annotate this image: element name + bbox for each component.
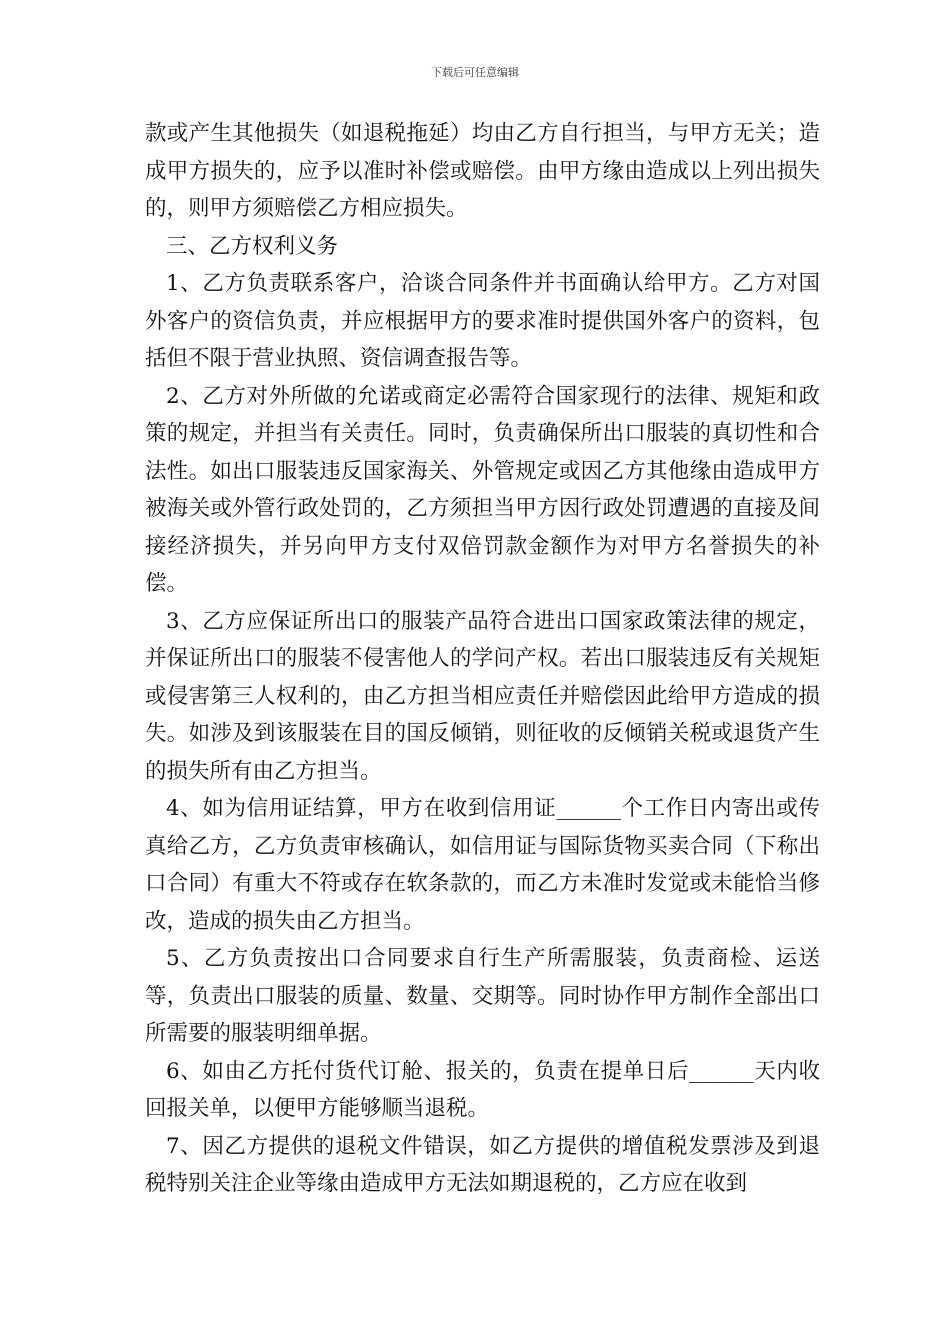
paragraph-continuation: 款或产生其他损失（如退税拖延）均由乙方自行担当，与甲方无关；造成甲方损失的，应予以准时补偿或赔偿。由甲方缘由造成以上列出损失的，则甲方须赔偿乙方相应损失。	[145, 121, 820, 221]
document-body	[145, 115, 820, 1203]
clause-2: 2、乙方对外所做的允诺或商定必需符合国家现行的法律、规矩和政策的规定，并担当有关责任。同时，负责确保所出口服装的真切性和合法性。如出口服装违反国家海关、外管规定或因乙方其他缘由造成甲方被海关或外管行政处罚的，乙方须担当甲方因行政处罚遭遇的直接及间接经济损失，并另向甲方支付双倍罚款金额作为对甲方名誉损失的补偿。	[145, 383, 820, 596]
clause-1: 1、乙方负责联系客户，洽谈合同条件并书面确认给甲方。乙方对国外客户的资信负责，并应根据甲方的要求准时提供国外客户的资料，包括但不限于营业执照、资信调查报告等。	[145, 271, 820, 371]
clause-7: 7、因乙方提供的退税文件错误，如乙方提供的增值税发票涉及到退税特别关注企业等缘由造成甲方无法如期退税的，乙方应在收到	[145, 1133, 820, 1196]
clause-5: 5、乙方负责按出口合同要求自行生产所需服装，负责商检、运送等，负责出口服装的质量、数量、交期等。同时协作甲方制作全部出口所需要的服装明细单据。	[145, 946, 820, 1046]
clause-6: 6、如由乙方托付货代订舱、报关的，负责在提单日后______天内收回报关单，以便甲方能够顺当退税。	[145, 1058, 820, 1121]
clause-4: 4、如为信用证结算，甲方在收到信用证______个工作日内寄出或传真给乙方，乙方负责审核确认，如信用证与国际货物买卖合同（下称出口合同）有重大不符或存在软条款的，而乙方未准时发觉或未能恰当修改，造成的损失由乙方担当。	[145, 796, 820, 934]
clause-3: 3、乙方应保证所出口的服装产品符合进出口国家政策法律的规定，并保证所出口的服装不侵害他人的学问产权。若出口服装违反有关规矩或侵害第三人权利的，由乙方担当相应责任并赔偿因此给甲方造成的损失。如涉及到该服装在目的国反倾销，则征收的反倾销关税或退货产生的损失所有由乙方担当。	[145, 608, 820, 784]
section-heading-party-b-rights: 三、乙方权利义务	[166, 233, 339, 259]
page-header-note: 下载后可任意编辑	[431, 66, 519, 79]
